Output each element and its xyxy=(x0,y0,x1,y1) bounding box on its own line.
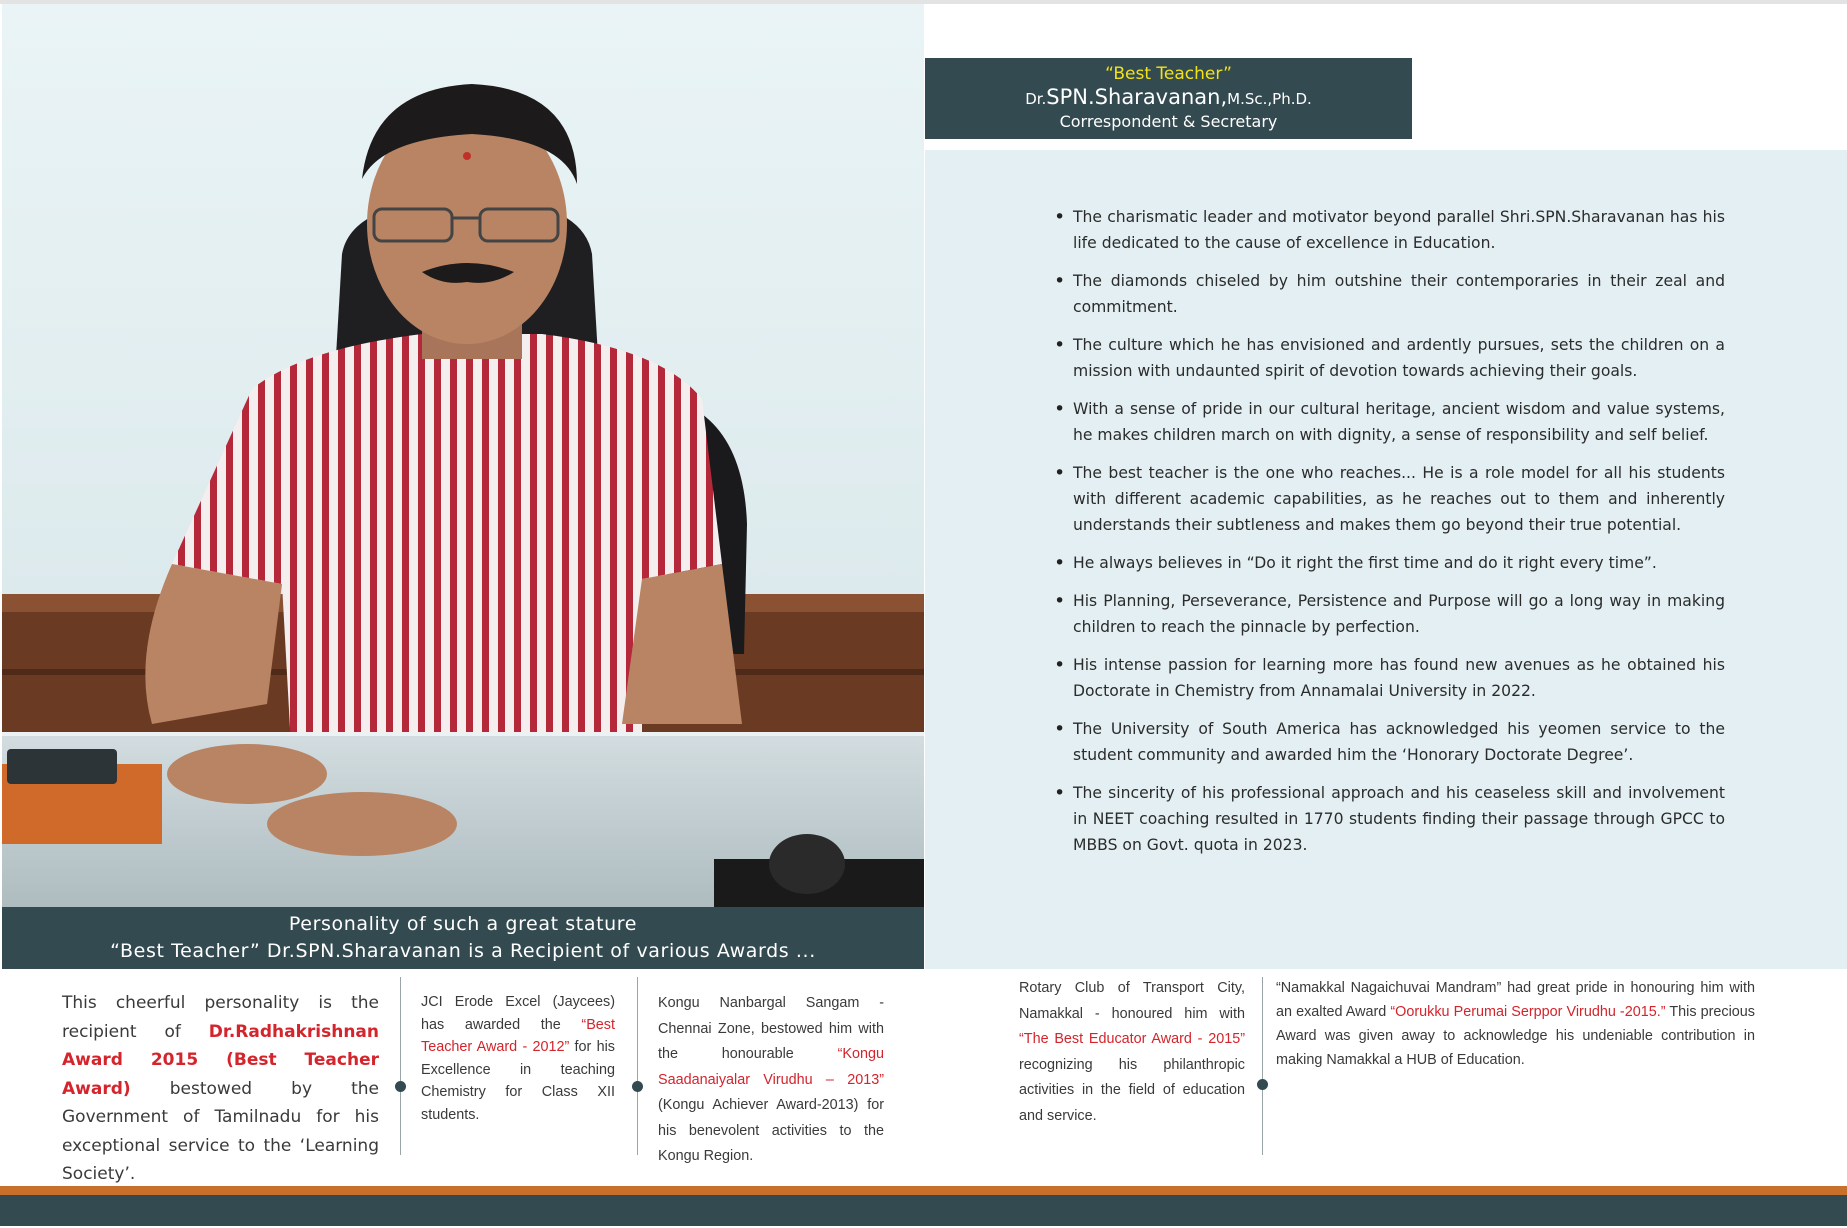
photo-caption xyxy=(2,907,924,969)
list-item: • The culture which he has envisioned and ardently pursues, sets the children on a mission with undaunted spirit of devotion towards achieving their goals. xyxy=(1054,332,1725,384)
award-namakkal-nagaichuvai xyxy=(1276,976,1755,1072)
timeline-dot xyxy=(632,1081,643,1092)
list-item: • He always believes in “Do it right the first time and do it right every time”. xyxy=(1054,550,1725,576)
list-item: • The charismatic leader and motivator beyond parallel Shri.SPN.Sharavanan has his life dedicated to the cause of excellence in Education. xyxy=(1054,204,1725,256)
timeline-dot xyxy=(1257,1079,1268,1090)
portrait-photo xyxy=(2,4,924,907)
award-text: JCI Erode Excel (Jaycees) has awarded the xyxy=(421,994,615,1033)
award-highlight: “Oorukku Perumai Serppor Virudhu -2015.” xyxy=(1390,1004,1666,1020)
name-prefix: Dr. xyxy=(1025,90,1047,108)
list-item: • His Planning, Perseverance, Persistence and Purpose will go a long way in making children to reach the pinnacle by perfection. xyxy=(1054,588,1725,640)
list-item: • His intense passion for learning more has found new avenues as he obtained his Doctorate in Chemistry from Annamalai University in 2022. xyxy=(1054,652,1725,704)
name-line xyxy=(925,85,1412,111)
title-box xyxy=(925,58,1412,139)
award-text: This precious Award was given away to acknowledge his undeniable contribution in making Namakkal a HUB of Education. xyxy=(1276,1004,1755,1068)
award-highlight: “The Best Educator Award - 2015” xyxy=(1019,1031,1245,1047)
award-radhakrishnan xyxy=(62,989,379,1189)
footer-bar-orange xyxy=(0,1186,1847,1195)
timeline-dot xyxy=(395,1081,406,1092)
award-text: for his Excellence in teaching Chemistry for Class XII students. xyxy=(421,1039,615,1123)
award-highlight: “Best Teacher Award - 2012” xyxy=(421,1016,615,1055)
person-role: Correspondent & Secretary xyxy=(1059,112,1278,131)
degrees: M.Sc.,Ph.D. xyxy=(1227,90,1312,108)
award-text: (Kongu Achiever Award-2013) for his benevolent activities to the Kongu Region. xyxy=(658,1097,884,1164)
award-text: Rotary Club of Transport City, Namakkal - honoured him with xyxy=(1019,980,1245,1022)
timeline-divider xyxy=(637,977,638,1155)
list-item: • The University of South America has acknowledged his yeomen service to the student community and awarded him the ‘Honorary Doctorate Degree’. xyxy=(1054,716,1725,768)
award-text: bestowed by the Government of Tamilnadu for his exceptional service to the ‘Learning Society’. xyxy=(62,1078,379,1184)
award-highlight: “Kongu Saadanaiyalar Virudhu – 2013” xyxy=(658,1046,884,1088)
award-jci-erode xyxy=(421,991,615,1126)
person-name: SPN.Sharavanan, xyxy=(1046,85,1228,109)
award-text: “Namakkal Nagaichuvai Mandram” had great pride in honouring him with an exalted Award xyxy=(1276,980,1755,1020)
award-rotary-club xyxy=(1019,976,1245,1129)
photo-caption-line1: Personality of such a great stature xyxy=(288,913,638,935)
list-item: • With a sense of pride in our cultural heritage, ancient wisdom and value systems, he makes children march on with dignity, a sense of responsibility and self belief. xyxy=(1054,396,1725,448)
footer-bar-teal xyxy=(0,1195,1847,1226)
photo-caption-line2: “Best Teacher” Dr.SPN.Sharavanan is a Recipient of various Awards ... xyxy=(110,940,816,962)
list-item: • The sincerity of his professional approach and his ceaseless skill and involvement in NEET coaching resulted in 1770 students finding their passage through GPCC to MBBS on Govt. quota in 2023. xyxy=(1054,780,1725,858)
award-text: This cheerful personality is the recipient of xyxy=(62,993,379,1042)
award-text: Kongu Nanbargal Sangam - Chennai Zone, bestowed him with the honourable xyxy=(658,995,884,1062)
best-teacher-tag: “Best Teacher” xyxy=(1105,64,1232,84)
list-item: • The best teacher is the one who reaches... He is a role model for all his students with different academic capabilities, as he reaches out to them and inherently understands their subtleness and makes them go beyond their true potential. xyxy=(1054,460,1725,538)
awards-section xyxy=(0,969,1847,1191)
award-kongu-nanbargal xyxy=(658,991,884,1170)
timeline-divider xyxy=(400,977,401,1155)
award-highlight: Dr.Radhakrishnan Award 2015 (Best Teacher Award) xyxy=(62,1021,379,1099)
list-item: • The diamonds chiseled by him outshine their contemporaries in their zeal and commitment. xyxy=(1054,268,1725,320)
award-text: recognizing his philanthropic activities in the field of education and service. xyxy=(1019,1056,1245,1124)
timeline-divider xyxy=(1262,977,1263,1155)
qualities-list xyxy=(1073,204,1725,870)
